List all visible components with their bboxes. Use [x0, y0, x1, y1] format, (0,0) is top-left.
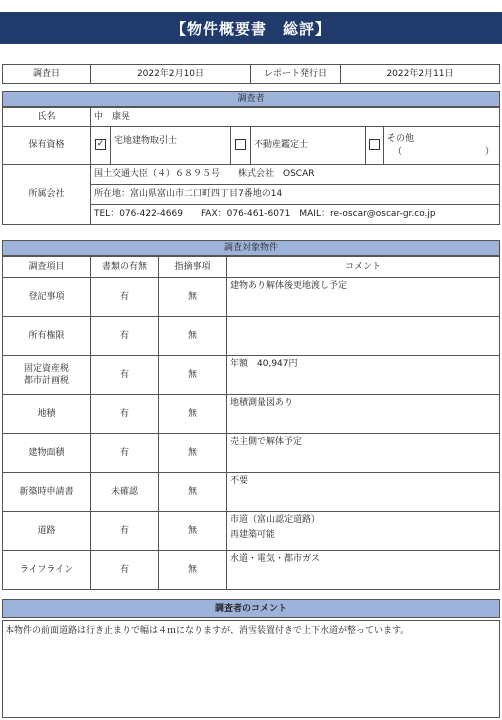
survey-date: 2022年2月10日: [91, 65, 251, 84]
other-paren-close: ）: [484, 146, 494, 157]
row-comment: 地積測量図あり: [227, 395, 500, 434]
row-item: 所有権限: [3, 317, 91, 356]
other-paren-open: （: [393, 146, 403, 157]
row-comment: [227, 512, 500, 551]
qual-checkbox-takken[interactable]: [91, 127, 111, 165]
qual-label-takken: 宅地建物取引士: [111, 127, 231, 165]
name-label: 氏名: [3, 108, 91, 127]
surveyor-comment-text: 本物件の前面道路は行き止まりで幅は４ｍになりますが、消雪装置付きで上下水道が整っています。: [5, 626, 410, 636]
row-comment: 売主側で解体予定: [227, 434, 500, 473]
qualification-label: 保有資格: [3, 127, 91, 165]
checkbox-empty-icon: [235, 139, 246, 150]
table-row: [3, 512, 500, 551]
table-row: [3, 278, 500, 317]
table-row: [3, 395, 500, 434]
row-comment: 水道・電気・都市ガス: [227, 551, 500, 590]
property-section-header: 調査対象物件: [2, 240, 500, 256]
row-docs: 有: [91, 395, 159, 434]
header-item: 調査項目: [3, 257, 91, 278]
row-issues: 無: [159, 278, 227, 317]
comments-section-header: 調査者のコメント: [2, 599, 500, 618]
report-date-label: レポート発行日: [251, 65, 341, 84]
row-comment: 不要: [227, 473, 500, 512]
row-comment-line1: 市道（富山認定道路）: [230, 515, 321, 525]
row-docs: 有: [91, 317, 159, 356]
row-comment: [227, 317, 500, 356]
row-item: 道路: [3, 512, 91, 551]
row-issues: 無: [159, 317, 227, 356]
row-issues: 無: [159, 473, 227, 512]
company-line-2: 所在地：富山県富山市二口町四丁目7番地の14: [91, 185, 500, 205]
table-row: [3, 356, 500, 395]
row-item: 登記事項: [3, 278, 91, 317]
row-item: 建物面積: [3, 434, 91, 473]
row-docs: 未確認: [91, 473, 159, 512]
row-item: 地積: [3, 395, 91, 434]
row-docs: 有: [91, 356, 159, 395]
row-issues: 無: [159, 395, 227, 434]
qual-checkbox-appraiser[interactable]: [231, 127, 251, 165]
table-row: [3, 317, 500, 356]
qual-other-cell: [384, 127, 500, 165]
table-row: [3, 551, 500, 590]
page-title: 【物件概要書 総評】: [0, 12, 502, 44]
row-docs: 有: [91, 434, 159, 473]
header-issues: 指摘事項: [159, 257, 227, 278]
row-comment-line2: 再建築可能: [230, 530, 276, 541]
company-line-1: 国土交通大臣（４）６８９５号 株式会社 OSCAR: [91, 165, 500, 185]
report-date: 2022年2月11日: [341, 65, 500, 84]
row-item: [3, 356, 91, 395]
checkbox-empty-icon: [369, 139, 380, 150]
table-row: [3, 434, 500, 473]
surveyor-table: [2, 107, 500, 225]
row-docs: 有: [91, 278, 159, 317]
row-issues: 無: [159, 512, 227, 551]
table-row: [3, 473, 500, 512]
survey-date-label: 調査日: [3, 65, 91, 84]
row-issues: 無: [159, 434, 227, 473]
qual-label-appraiser: 不動産鑑定士: [251, 127, 366, 165]
qual-checkbox-other[interactable]: [366, 127, 384, 165]
company-label: 所属会社: [3, 165, 91, 225]
checkbox-checked-icon: ✓: [96, 139, 105, 150]
row-issues: 無: [159, 356, 227, 395]
property-table: [2, 256, 500, 590]
surveyor-section-header: 調査者: [2, 91, 500, 107]
row-issues: 無: [159, 551, 227, 590]
qual-label-other: その他: [387, 134, 415, 145]
company-line-3: TEL：076-422-4669 FAX：076-461-6071 MAIL：re-oscar@oscar-gr.co.jp: [91, 205, 500, 225]
row-comment: 年額 40,947円: [227, 356, 500, 395]
row-item: 新築時申請書: [3, 473, 91, 512]
date-table: [2, 64, 500, 84]
row-docs: 有: [91, 551, 159, 590]
row-docs: 有: [91, 512, 159, 551]
header-comment: コメント: [227, 257, 500, 278]
surveyor-comment-box: [2, 620, 500, 718]
row-comment: 建物あり解体後更地渡し予定: [227, 278, 500, 317]
header-docs: 書類の有無: [91, 257, 159, 278]
row-item: ライフライン: [3, 551, 91, 590]
row-item-line1: 固定資産税: [23, 363, 69, 374]
surveyor-name: 中 康晃: [91, 108, 500, 127]
row-item-line2: 都市計画税: [23, 376, 69, 386]
